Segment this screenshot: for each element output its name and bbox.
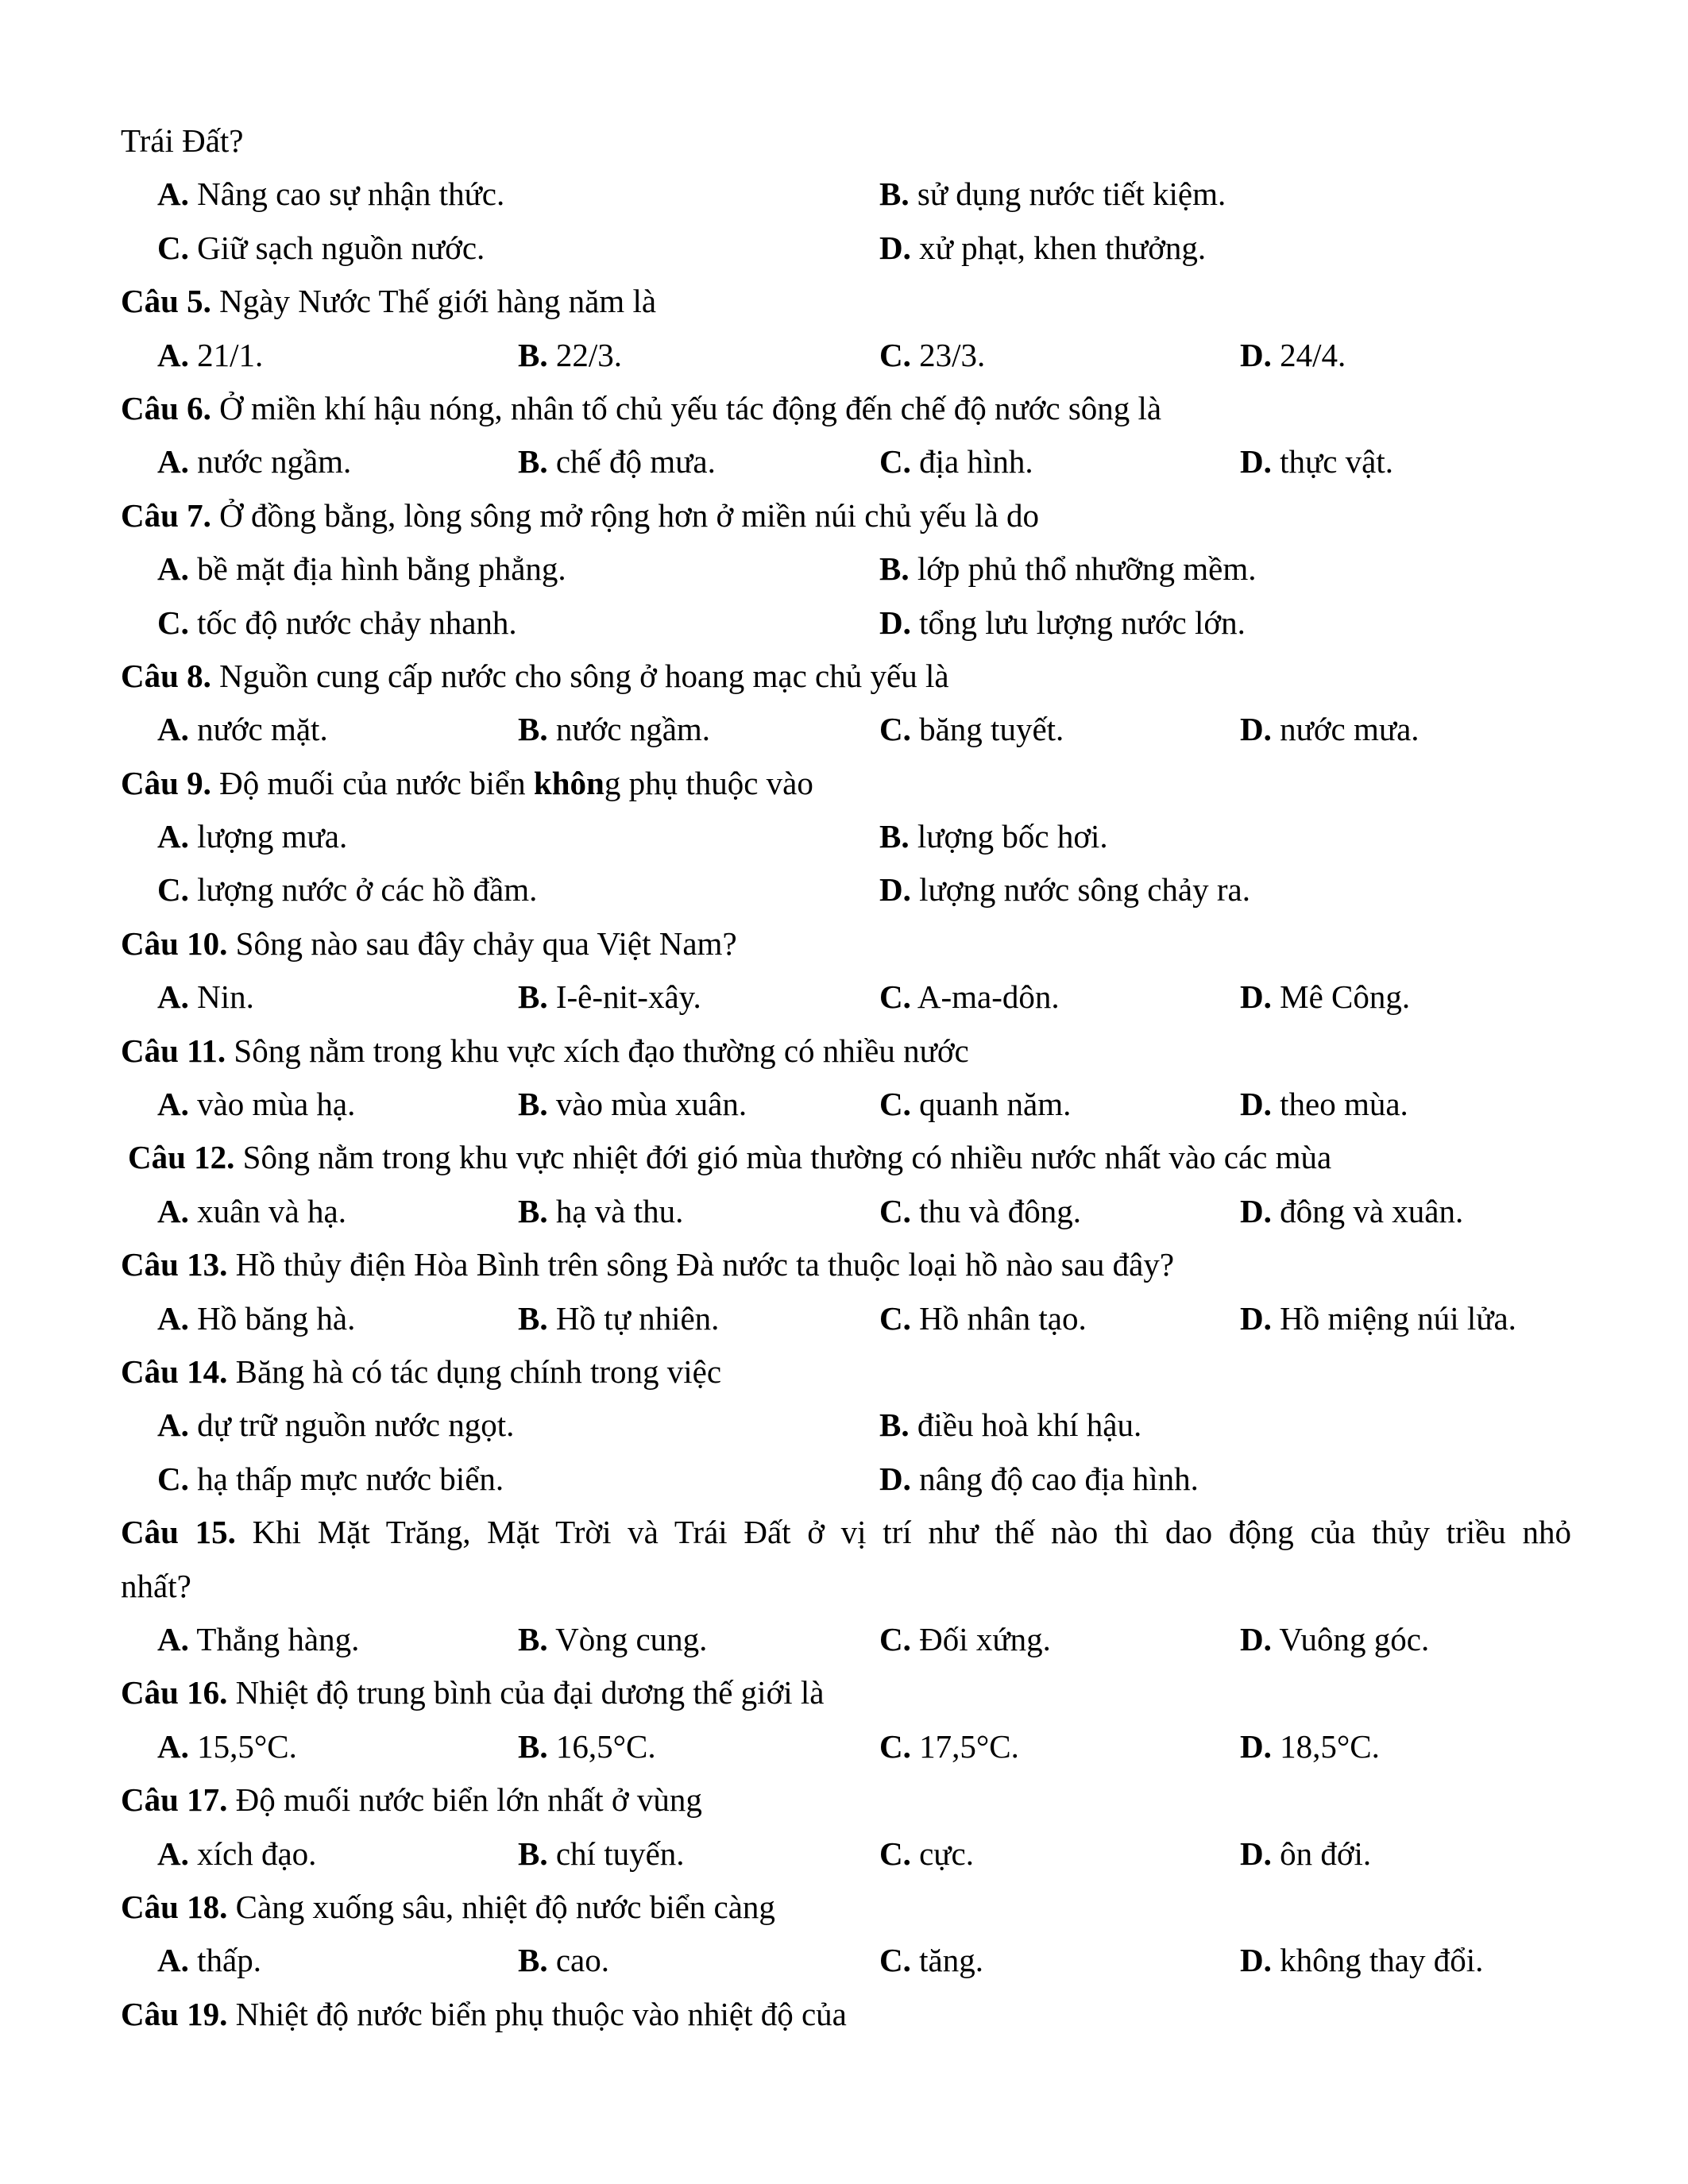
- question-stem: [121, 114, 1571, 168]
- question-stem: [121, 1666, 1571, 1719]
- answer-option[interactable]: [157, 1934, 261, 1987]
- option-letter: D.: [879, 229, 911, 266]
- answer-option[interactable]: [879, 1453, 1199, 1506]
- option-letter: D.: [1240, 978, 1272, 1016]
- options-row: [121, 435, 1571, 488]
- answer-option[interactable]: [157, 810, 347, 863]
- option-letter: D.: [1240, 1086, 1272, 1123]
- option-text: vào mùa xuân.: [555, 1086, 747, 1123]
- options-row: [121, 596, 1571, 650]
- question-stem: [121, 1773, 1571, 1827]
- question-text: Hồ thủy điện Hòa Bình trên sông Đà nước ta thuộc loại hồ nào sau đây?: [235, 1246, 1175, 1283]
- option-text: cao.: [555, 1942, 610, 1979]
- question-stem: [121, 1131, 1571, 1184]
- question-text: Ở miền khí hậu nóng, nhân tố chủ yếu tác động đến chế độ nước sông là: [219, 389, 1162, 426]
- option-letter: D.: [1240, 443, 1272, 480]
- answer-option[interactable]: [1240, 1934, 1483, 1987]
- option-letter: C.: [879, 711, 911, 748]
- option-text: Hồ miệng núi lửa.: [1280, 1299, 1516, 1337]
- option-letter: C.: [157, 229, 189, 266]
- answer-option[interactable]: [157, 1292, 355, 1345]
- option-text: Hồ nhân tạo.: [919, 1299, 1087, 1337]
- option-letter: B.: [518, 1942, 548, 1979]
- question-number: Câu 5.: [121, 283, 211, 320]
- option-text: Nâng cao sự nhận thức.: [197, 176, 505, 213]
- option-letter: C.: [157, 871, 189, 909]
- question-emphasis: khôn: [533, 764, 605, 801]
- option-text: thấp.: [197, 1942, 261, 1979]
- answer-option[interactable]: [518, 1078, 747, 1131]
- answer-option[interactable]: [518, 1720, 656, 1773]
- answer-option[interactable]: [879, 168, 1226, 221]
- option-text: nước mưa.: [1280, 711, 1420, 748]
- option-text: băng tuyết.: [919, 711, 1064, 748]
- option-text: địa hình.: [919, 443, 1033, 480]
- option-text: lượng bốc hơi.: [917, 818, 1108, 855]
- option-letter: D.: [1240, 711, 1272, 748]
- option-letter: B.: [879, 550, 910, 588]
- answer-option[interactable]: [1240, 435, 1393, 488]
- option-text: điều hoà khí hậu.: [917, 1406, 1142, 1444]
- option-text: không thay đổi.: [1280, 1942, 1484, 1979]
- option-letter: D.: [1240, 1942, 1272, 1979]
- answer-option[interactable]: [157, 1613, 359, 1666]
- question-number: Câu 13.: [121, 1246, 228, 1283]
- answer-option[interactable]: [879, 1185, 1081, 1238]
- answer-option[interactable]: [1240, 1185, 1463, 1238]
- question-stem: [121, 1988, 1571, 2041]
- option-text: Đối xứng.: [919, 1620, 1051, 1657]
- question-stem-continued: nhất?: [121, 1567, 191, 1604]
- question-stem: [121, 917, 1571, 970]
- answer-option[interactable]: [1240, 1613, 1429, 1666]
- answer-option[interactable]: [879, 703, 1064, 756]
- option-text: A-ma-dôn.: [917, 978, 1060, 1016]
- option-text: 23/3.: [919, 336, 986, 373]
- options-row: [121, 1453, 1571, 1506]
- answer-option[interactable]: [157, 222, 485, 275]
- option-letter: A.: [157, 711, 189, 748]
- question-number: Câu 6.: [121, 389, 211, 426]
- option-text: bề mặt địa hình bằng phẳng.: [197, 550, 566, 588]
- option-letter: B.: [879, 1406, 910, 1444]
- option-text: đông và xuân.: [1280, 1192, 1464, 1229]
- answer-option[interactable]: [879, 1934, 983, 1987]
- answer-option[interactable]: [157, 1720, 297, 1773]
- option-letter: D.: [1240, 1727, 1272, 1765]
- option-letter: A.: [157, 1406, 189, 1444]
- option-letter: A.: [157, 443, 189, 480]
- answer-option[interactable]: [879, 1399, 1141, 1452]
- option-letter: D.: [879, 871, 911, 909]
- question-text: Nhiệt độ nước biển phụ thuộc vào nhiệt độ của: [235, 1995, 847, 2032]
- option-text: nước ngầm.: [555, 711, 711, 748]
- answer-option[interactable]: [879, 542, 1256, 596]
- question-stem: [121, 489, 1571, 542]
- option-letter: C.: [879, 1835, 911, 1872]
- question-stem: [121, 650, 1571, 703]
- question-number: Câu 11.: [121, 1032, 226, 1069]
- option-letter: A.: [157, 1620, 189, 1657]
- answer-option[interactable]: [518, 970, 701, 1024]
- question-text: Sông nằm trong khu vực xích đạo thường có nhiều nước: [234, 1032, 969, 1069]
- option-letter: C.: [879, 1727, 911, 1765]
- question-text: Ngày Nước Thế giới hàng năm là: [219, 283, 657, 320]
- option-text: vào mùa hạ.: [197, 1086, 356, 1123]
- option-letter: C.: [879, 978, 911, 1016]
- answer-option[interactable]: [157, 1827, 316, 1881]
- answer-option[interactable]: [157, 168, 504, 221]
- answer-option[interactable]: [157, 1453, 504, 1506]
- option-letter: B.: [879, 176, 910, 213]
- option-text: theo mùa.: [1280, 1086, 1408, 1123]
- answer-option[interactable]: [518, 329, 622, 382]
- answer-option[interactable]: [879, 863, 1250, 916]
- answer-option[interactable]: [157, 435, 351, 488]
- option-letter: C.: [879, 443, 911, 480]
- option-letter: D.: [1240, 336, 1272, 373]
- option-letter: A.: [157, 1299, 189, 1337]
- option-text: quanh năm.: [919, 1086, 1072, 1123]
- options-row: [121, 329, 1571, 382]
- options-row: [121, 542, 1571, 596]
- option-letter: C.: [157, 1460, 189, 1497]
- option-text: hạ và thu.: [555, 1192, 684, 1229]
- option-letter: C.: [879, 1620, 911, 1657]
- option-text: xuân và hạ.: [197, 1192, 346, 1229]
- option-text: Hồ tự nhiên.: [555, 1299, 720, 1337]
- option-text: Giữ sạch nguồn nước.: [197, 229, 485, 266]
- option-text: nước mặt.: [197, 711, 328, 748]
- option-text: nước ngầm.: [197, 443, 352, 480]
- option-text: tăng.: [919, 1942, 983, 1979]
- exam-page: [121, 114, 1571, 2041]
- question-text: Càng xuống sâu, nhiệt độ nước biển càng: [235, 1888, 775, 1925]
- answer-option[interactable]: [879, 1613, 1051, 1666]
- option-text: dự trữ nguồn nước ngọt.: [197, 1406, 515, 1444]
- answer-option[interactable]: [157, 970, 254, 1024]
- option-text: 15,5°C.: [197, 1727, 297, 1765]
- option-letter: A.: [157, 1727, 189, 1765]
- question-number: Câu 12.: [128, 1139, 235, 1176]
- option-letter: B.: [518, 1086, 548, 1123]
- option-text: Vòng cung.: [555, 1620, 708, 1657]
- option-text: tốc độ nước chảy nhanh.: [197, 604, 517, 641]
- options-row: [121, 1399, 1571, 1452]
- question-number: Câu 18.: [121, 1888, 228, 1925]
- option-text: thu và đông.: [919, 1192, 1081, 1229]
- option-text: 24/4.: [1280, 336, 1346, 373]
- options-row: [121, 863, 1571, 916]
- option-letter: D.: [1240, 1620, 1272, 1657]
- answer-option[interactable]: [518, 703, 710, 756]
- option-letter: D.: [1240, 1299, 1272, 1337]
- option-text: nâng độ cao địa hình.: [919, 1460, 1199, 1497]
- answer-option[interactable]: [879, 1827, 974, 1881]
- answer-option[interactable]: [1240, 329, 1346, 382]
- answer-option[interactable]: [157, 329, 263, 382]
- question-number: Câu 7.: [121, 496, 211, 534]
- option-letter: A.: [157, 1086, 189, 1123]
- option-letter: B.: [518, 1727, 548, 1765]
- answer-option[interactable]: [518, 1613, 707, 1666]
- answer-option[interactable]: [518, 1934, 609, 1987]
- options-row: [121, 1185, 1571, 1238]
- option-letter: A.: [157, 1835, 189, 1872]
- question-text: Sông nằm trong khu vực nhiệt đới gió mùa thường có nhiều nước nhất vào các mùa: [242, 1139, 1332, 1176]
- answer-option[interactable]: [157, 596, 517, 650]
- option-letter: B.: [518, 1835, 548, 1872]
- option-letter: B.: [518, 978, 548, 1016]
- question-stem: [121, 382, 1571, 435]
- option-text: chế độ mưa.: [555, 443, 716, 480]
- answer-option[interactable]: [518, 1827, 685, 1881]
- answer-option[interactable]: [1240, 970, 1410, 1024]
- option-text: Vuông góc.: [1279, 1620, 1430, 1657]
- answer-option[interactable]: [879, 970, 1060, 1024]
- question-number: Câu 9.: [121, 764, 211, 801]
- option-text: thực vật.: [1280, 443, 1394, 480]
- question-text-after: g phụ thuộc vào: [604, 764, 813, 801]
- options-row: [121, 703, 1571, 756]
- question-stem: [121, 1024, 1571, 1078]
- option-letter: A.: [157, 550, 189, 588]
- option-letter: C.: [879, 1942, 911, 1979]
- question-stem: [121, 1506, 1571, 1559]
- question-stem: [121, 1345, 1571, 1399]
- question-text: Nguồn cung cấp nước cho sông ở hoang mạc chủ yếu là: [219, 657, 949, 694]
- options-row: [121, 1613, 1571, 1666]
- question-number: Câu 8.: [121, 657, 211, 694]
- answer-option[interactable]: [157, 1078, 355, 1131]
- options-row: [121, 1720, 1571, 1773]
- answer-option[interactable]: [518, 1292, 719, 1345]
- option-text: 21/1.: [197, 336, 264, 373]
- options-row: [121, 1827, 1571, 1881]
- question-number: Câu 10.: [121, 924, 228, 962]
- options-row: [121, 1292, 1571, 1345]
- option-text: Mê Công.: [1280, 978, 1411, 1016]
- option-letter: C.: [879, 336, 911, 373]
- answer-option[interactable]: [157, 1185, 346, 1238]
- option-letter: D.: [879, 1460, 911, 1497]
- answer-option[interactable]: [1240, 1292, 1516, 1345]
- answer-option[interactable]: [157, 1399, 514, 1452]
- option-letter: A.: [157, 1942, 189, 1979]
- answer-option[interactable]: [879, 596, 1246, 650]
- question-number: Câu 19.: [121, 1995, 228, 2032]
- option-text: hạ thấp mực nước biển.: [197, 1460, 504, 1497]
- option-text: Thẳng hàng.: [196, 1620, 360, 1657]
- option-letter: B.: [879, 818, 910, 855]
- question-number: Câu 16.: [121, 1674, 228, 1711]
- option-text: lượng mưa.: [197, 818, 348, 855]
- option-letter: D.: [1240, 1835, 1272, 1872]
- answer-option[interactable]: [1240, 1078, 1408, 1131]
- options-row: [121, 1934, 1571, 1987]
- option-text: tổng lưu lượng nước lớn.: [919, 604, 1246, 641]
- question-text: Trái Đất?: [121, 122, 244, 159]
- answer-option[interactable]: [1240, 703, 1420, 756]
- question-stem: [121, 757, 1571, 810]
- option-letter: A.: [157, 176, 189, 213]
- option-letter: A.: [157, 818, 189, 855]
- answer-option[interactable]: [879, 1720, 1019, 1773]
- option-text: 17,5°C.: [919, 1727, 1019, 1765]
- option-text: Hồ băng hà.: [197, 1299, 356, 1337]
- option-text: Nin.: [197, 978, 254, 1016]
- option-letter: B.: [518, 1620, 548, 1657]
- question-text: Ở đồng bằng, lòng sông mở rộng hơn ở miền núi chủ yếu là do: [219, 496, 1040, 534]
- question-text: Độ muối nước biển lớn nhất ở vùng: [235, 1781, 702, 1819]
- question-text: Nhiệt độ trung bình của đại dương thế giới là: [235, 1674, 825, 1711]
- question-stem: [121, 1238, 1571, 1291]
- answer-option[interactable]: [879, 1078, 1071, 1131]
- answer-option[interactable]: [157, 542, 566, 596]
- answer-option[interactable]: [879, 329, 985, 382]
- option-letter: D.: [1240, 1192, 1272, 1229]
- question-number: Câu 14.: [121, 1352, 228, 1390]
- answer-option[interactable]: [157, 863, 537, 916]
- answer-option[interactable]: [518, 435, 716, 488]
- option-letter: A.: [157, 978, 189, 1016]
- answer-option[interactable]: [518, 1185, 683, 1238]
- option-letter: C.: [879, 1086, 911, 1123]
- options-row: [121, 1078, 1571, 1131]
- question-stem: [121, 1881, 1571, 1934]
- option-letter: C.: [879, 1299, 911, 1337]
- option-text: sử dụng nước tiết kiệm.: [917, 176, 1226, 213]
- option-text: xử phạt, khen thưởng.: [919, 229, 1207, 266]
- answer-option[interactable]: [157, 703, 328, 756]
- option-text: chí tuyến.: [555, 1835, 685, 1872]
- option-text: ôn đới.: [1280, 1835, 1372, 1872]
- answer-option[interactable]: [879, 435, 1033, 488]
- option-text: I-ê-nit-xây.: [555, 978, 701, 1016]
- option-text: lượng nước ở các hồ đầm.: [197, 871, 538, 909]
- option-letter: B.: [518, 1299, 548, 1337]
- option-letter: A.: [157, 336, 189, 373]
- answer-option[interactable]: [1240, 1720, 1380, 1773]
- question-number: Câu 17.: [121, 1781, 228, 1819]
- answer-option[interactable]: [879, 222, 1206, 275]
- option-letter: A.: [157, 1192, 189, 1229]
- question-number: Câu 15.: [121, 1514, 236, 1551]
- option-letter: B.: [518, 711, 548, 748]
- option-text: 16,5°C.: [555, 1727, 656, 1765]
- option-letter: D.: [879, 604, 911, 641]
- option-letter: B.: [518, 443, 548, 480]
- answer-option[interactable]: [1240, 1827, 1371, 1881]
- option-text: 18,5°C.: [1280, 1727, 1380, 1765]
- option-letter: B.: [518, 336, 548, 373]
- option-text: lớp phủ thổ nhưỡng mềm.: [917, 550, 1257, 588]
- answer-option[interactable]: [879, 810, 1108, 863]
- options-row: [121, 168, 1571, 221]
- answer-option[interactable]: [879, 1292, 1087, 1345]
- option-letter: B.: [518, 1192, 548, 1229]
- option-letter: C.: [879, 1192, 911, 1229]
- options-row: [121, 222, 1571, 275]
- option-letter: C.: [157, 604, 189, 641]
- option-text: lượng nước sông chảy ra.: [919, 871, 1250, 909]
- question-text: Khi Mặt Trăng, Mặt Trời và Trái Đất ở vị trí như thế nào thì dao động của thủy triều nhỏ: [252, 1514, 1571, 1551]
- question-text: Băng hà có tác dụng chính trong việc: [235, 1352, 722, 1390]
- options-row: [121, 810, 1571, 863]
- option-text: 22/3.: [555, 336, 623, 373]
- question-text: Sông nào sau đây chảy qua Việt Nam?: [235, 924, 737, 962]
- question-stem: [121, 275, 1571, 328]
- options-row: [121, 970, 1571, 1024]
- question-text: Độ muối của nước biển: [219, 764, 534, 801]
- option-text: cực.: [919, 1835, 974, 1872]
- option-text: xích đạo.: [197, 1835, 317, 1872]
